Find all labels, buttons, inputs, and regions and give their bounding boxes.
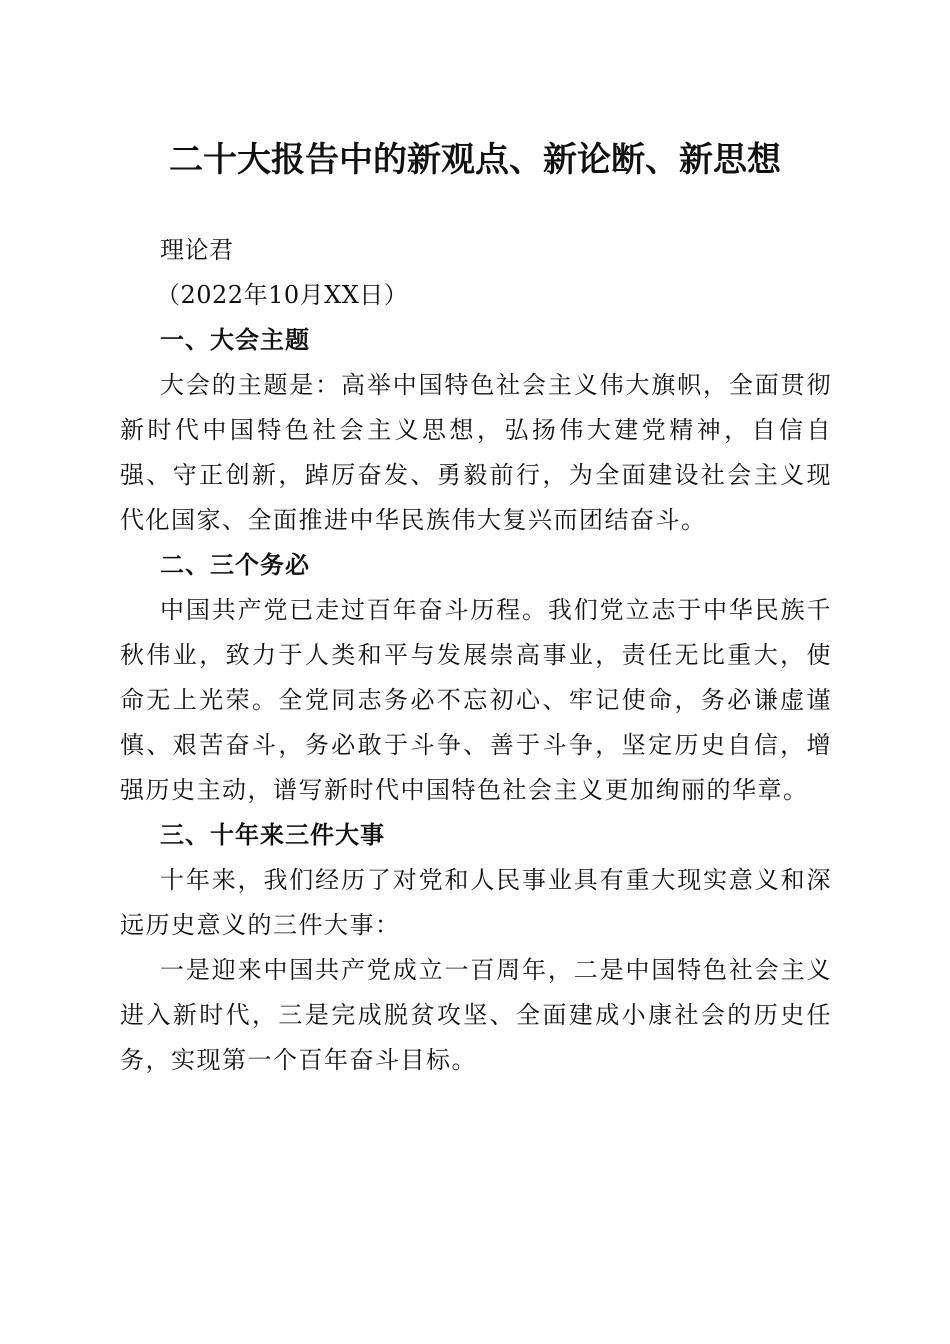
date-line: （2022年10月XX日）	[156, 281, 409, 309]
section-paragraph: 一是迎来中国共产党成立一百周年，二是中国特色社会主义进入新时代，三是完成脱贫攻坚、全面建成小康社会的历史任务，实现第一个百年奋斗目标。	[120, 956, 832, 1074]
document-title: 二十大报告中的新观点、新论断、新思想	[169, 140, 781, 180]
author-line: 理论君	[160, 236, 234, 264]
section-paragraph: 大会的主题是：高举中国特色社会主义伟大旗帜，全面贯彻新时代中国特色社会主义思想，弘扬伟大建党精神，自信自强、守正创新，踔厉奋发、勇毅前行，为全面建设社会主义现代化国家、全面推进中华民族伟大复兴而团结奋斗。	[120, 371, 832, 534]
document-body	[120, 228, 832, 1083]
section-paragraph: 十年来，我们经历了对党和人民事业具有重大现实意义和深远历史意义的三件大事：	[120, 866, 832, 939]
section-paragraph: 中国共产党已走过百年奋斗历程。我们党立志于中华民族千秋伟业，致力于人类和平与发展崇高事业，责任无比重大，使命无上光荣。全党同志务必不忘初心、牢记使命，务必谦虚谨慎、艰苦奋斗，务必敢于斗争、善于斗争，坚定历史自信，增强历史主动，谱写新时代中国特色社会主义更加绚丽的华章。	[120, 596, 832, 804]
section-heading-three-events: 三、十年来三件大事	[160, 821, 385, 849]
section-heading-theme: 一、大会主题	[160, 326, 310, 354]
section-heading-three-musts: 二、三个务必	[160, 551, 310, 579]
